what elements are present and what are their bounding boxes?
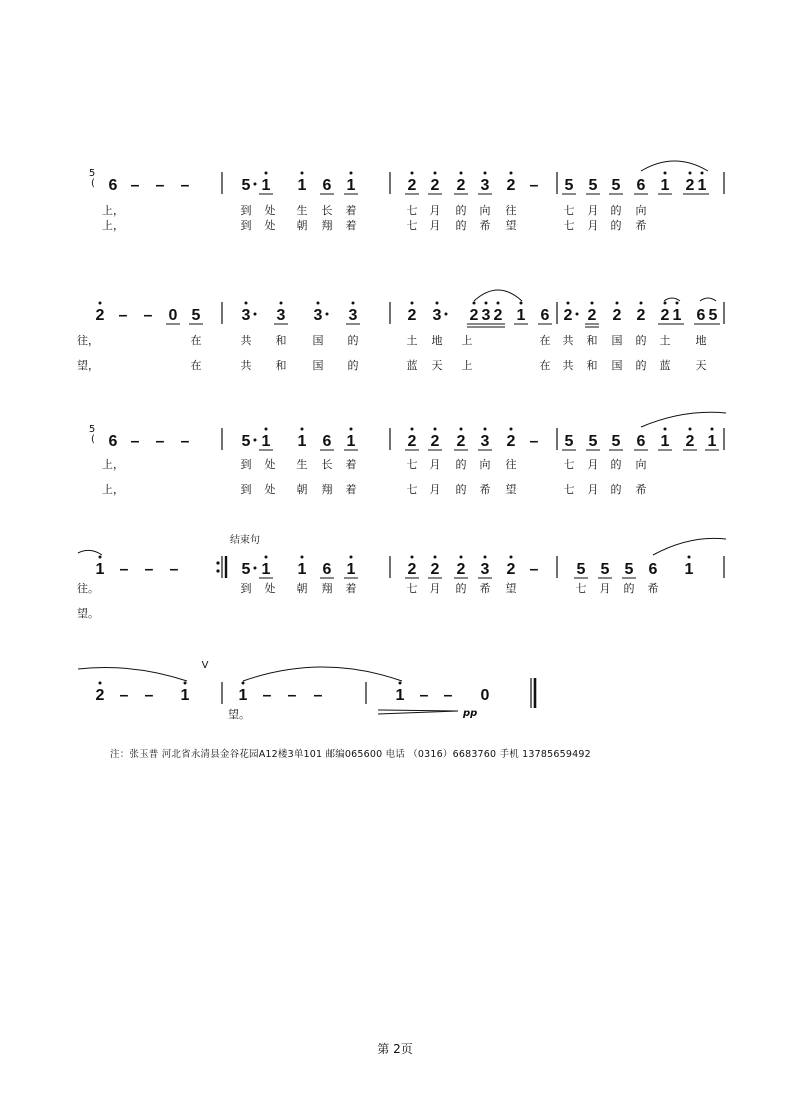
slur xyxy=(78,668,187,682)
note: 2 xyxy=(506,433,516,450)
note: 1 xyxy=(297,433,307,450)
dynamic-mark: pp xyxy=(463,708,478,719)
note: 2 xyxy=(469,307,479,324)
note: 6 xyxy=(540,307,550,324)
lyric-char: 希 xyxy=(635,483,647,496)
lyric-char: 月 xyxy=(587,483,599,496)
octave-dot xyxy=(701,172,704,175)
note: 2 xyxy=(95,307,105,324)
lyric-char: 国 xyxy=(312,359,324,372)
note: 5 xyxy=(564,177,574,194)
dash: – xyxy=(529,433,539,450)
lyric-char: 上， xyxy=(102,219,124,232)
note: 2 xyxy=(456,561,466,578)
lyric-char: 七 xyxy=(406,582,418,595)
dash: – xyxy=(144,561,154,578)
lyric-char: 地 xyxy=(695,334,707,347)
note: 2 xyxy=(407,307,417,324)
note: 2 xyxy=(430,561,440,578)
octave-dot xyxy=(567,302,570,305)
lyric-char: 翔 xyxy=(321,483,333,496)
octave-dot xyxy=(184,682,187,685)
duration-dot xyxy=(326,313,329,316)
note: 2 xyxy=(493,307,503,324)
lyric-char: 月 xyxy=(599,582,611,595)
dash: – xyxy=(143,307,153,324)
octave-dot xyxy=(301,556,304,559)
note: 2 xyxy=(685,433,695,450)
note: 1 xyxy=(261,433,271,450)
lyric-char: 蓝 xyxy=(659,359,671,372)
lyric-char: 和 xyxy=(275,334,287,347)
lyric-char: 月 xyxy=(429,458,441,471)
lyric-char: 的 xyxy=(610,483,622,496)
octave-dot xyxy=(265,556,268,559)
lyric-char: 朝 xyxy=(296,582,308,595)
lyric-char: 和 xyxy=(586,334,598,347)
octave-dot xyxy=(510,172,513,175)
duration-dot xyxy=(254,439,257,442)
note: 1 xyxy=(660,433,670,450)
dash: – xyxy=(180,177,190,194)
note: 1 xyxy=(707,433,717,450)
octave-dot xyxy=(485,302,488,305)
lyric-char: 七 xyxy=(406,483,418,496)
lyric-char: 上， xyxy=(102,483,124,496)
octave-dot xyxy=(510,428,513,431)
dash: – xyxy=(262,687,272,704)
note: 6 xyxy=(322,561,332,578)
note: 1 xyxy=(660,177,670,194)
octave-dot xyxy=(497,302,500,305)
octave-dot xyxy=(434,556,437,559)
lyric-char: 着 xyxy=(345,582,357,595)
lyric-char: 望 xyxy=(505,483,517,496)
lyric-char: 的 xyxy=(455,483,467,496)
note: 1 xyxy=(297,177,307,194)
note: 6 xyxy=(648,561,658,578)
octave-dot xyxy=(436,302,439,305)
octave-dot xyxy=(411,428,414,431)
dash: – xyxy=(529,177,539,194)
octave-dot xyxy=(411,172,414,175)
note: 1 xyxy=(346,433,356,450)
note: 6 xyxy=(636,433,646,450)
dash: – xyxy=(144,687,154,704)
lyric-char: 共 xyxy=(562,359,574,372)
note: 1 xyxy=(672,307,682,324)
note: 6 xyxy=(322,177,332,194)
octave-dot xyxy=(473,302,476,305)
note: 5 xyxy=(241,177,251,194)
octave-dot xyxy=(265,172,268,175)
lyric-char: 土 xyxy=(406,334,418,347)
octave-dot xyxy=(510,556,513,559)
octave-dot xyxy=(301,428,304,431)
lyric-char: 的 xyxy=(610,219,622,232)
note: 5 xyxy=(564,433,574,450)
lyric-char: 七 xyxy=(563,458,575,471)
octave-dot xyxy=(484,172,487,175)
note: 6 xyxy=(696,307,706,324)
note: 3 xyxy=(313,307,323,324)
lyric-char: 月 xyxy=(429,219,441,232)
lyric-char: 往。 xyxy=(77,582,99,595)
lyric-char: 生 xyxy=(296,458,308,471)
note: 2 xyxy=(456,433,466,450)
lyric-char: 在 xyxy=(539,359,551,372)
lyric-char: 上， xyxy=(102,458,124,471)
note: 1 xyxy=(346,561,356,578)
octave-dot xyxy=(664,302,667,305)
note: 3 xyxy=(241,307,251,324)
grace-mark: ( xyxy=(91,434,95,445)
octave-dot xyxy=(265,428,268,431)
repeat-dot xyxy=(216,569,219,572)
note: 2 xyxy=(430,433,440,450)
octave-dot xyxy=(317,302,320,305)
ending-label: 结束句 xyxy=(230,535,260,546)
lyric-char: 着 xyxy=(345,458,357,471)
dash: – xyxy=(119,561,129,578)
note: 1 xyxy=(261,177,271,194)
note: 3 xyxy=(481,307,491,324)
lyric-char: 七 xyxy=(406,204,418,217)
lyric-char: 的 xyxy=(347,334,359,347)
lyric-char: 长 xyxy=(321,204,333,217)
note: 1 xyxy=(346,177,356,194)
lyric-char: 月 xyxy=(587,204,599,217)
decrescendo-line xyxy=(378,710,458,711)
note: 5 xyxy=(241,433,251,450)
octave-dot xyxy=(520,302,523,305)
octave-dot xyxy=(301,172,304,175)
note: 5 xyxy=(624,561,634,578)
slur xyxy=(474,290,522,301)
octave-dot xyxy=(676,302,679,305)
decrescendo-line xyxy=(378,711,458,714)
note: 0 xyxy=(168,307,178,324)
lyric-char: 希 xyxy=(479,582,491,595)
lyric-char: 共 xyxy=(240,334,252,347)
lyric-char: 生 xyxy=(296,204,308,217)
note: 2 xyxy=(563,307,573,324)
note: 5 xyxy=(600,561,610,578)
slur xyxy=(641,412,726,427)
octave-dot xyxy=(434,172,437,175)
note: 2 xyxy=(685,177,695,194)
lyric-char: 朝 xyxy=(296,219,308,232)
lyric-char: 翔 xyxy=(321,582,333,595)
dash: – xyxy=(118,307,128,324)
note: 5 xyxy=(611,433,621,450)
note: 3 xyxy=(480,433,490,450)
note: 2 xyxy=(612,307,622,324)
note: 6 xyxy=(108,433,118,450)
lyric-char: 向 xyxy=(479,204,491,217)
octave-dot xyxy=(688,556,691,559)
dash: – xyxy=(130,177,140,194)
slur xyxy=(653,538,726,555)
lyric-char: 七 xyxy=(575,582,587,595)
note: 2 xyxy=(660,307,670,324)
octave-dot xyxy=(591,302,594,305)
dash: – xyxy=(313,687,323,704)
lyric-char: 国 xyxy=(312,334,324,347)
lyric-char: 处 xyxy=(264,483,276,496)
note: 5 xyxy=(588,433,598,450)
octave-dot xyxy=(245,302,248,305)
lyric-char: 着 xyxy=(345,483,357,496)
lyric-char: 七 xyxy=(563,219,575,232)
note: 5 xyxy=(576,561,586,578)
dash: – xyxy=(529,561,539,578)
dash: – xyxy=(180,433,190,450)
lyric-char: 国 xyxy=(611,334,623,347)
lyric-char: 上 xyxy=(461,334,473,347)
lyric-char: 月 xyxy=(587,458,599,471)
lyric-char: 处 xyxy=(264,458,276,471)
grace-note: 5 xyxy=(88,424,96,435)
lyric-char: 到 xyxy=(240,204,252,217)
note: 2 xyxy=(407,561,417,578)
lyric-char: 的 xyxy=(455,458,467,471)
octave-dot xyxy=(434,428,437,431)
note: 2 xyxy=(407,433,417,450)
lyric-char: 月 xyxy=(429,204,441,217)
lyric-char: 土 xyxy=(659,334,671,347)
note: 1 xyxy=(516,307,526,324)
octave-dot xyxy=(350,172,353,175)
grace-mark: ( xyxy=(91,178,95,189)
lyric-char: 到 xyxy=(240,458,252,471)
note: 1 xyxy=(238,687,248,704)
octave-dot xyxy=(664,172,667,175)
lyric-char: 希 xyxy=(479,483,491,496)
lyric-char: 希 xyxy=(635,219,647,232)
lyric-char: 向 xyxy=(635,204,647,217)
lyric-char: 到 xyxy=(240,582,252,595)
lyric-char: 七 xyxy=(563,483,575,496)
lyric-char: 处 xyxy=(264,204,276,217)
octave-dot xyxy=(99,556,102,559)
octave-dot xyxy=(280,302,283,305)
note: 2 xyxy=(407,177,417,194)
lyric-char: 七 xyxy=(406,219,418,232)
lyric-char: 处 xyxy=(264,219,276,232)
note: 2 xyxy=(506,177,516,194)
lyric-char: 和 xyxy=(586,359,598,372)
dash: – xyxy=(287,687,297,704)
lyric-char: 到 xyxy=(240,483,252,496)
lyric-char: 着 xyxy=(345,204,357,217)
octave-dot xyxy=(99,682,102,685)
note: 3 xyxy=(276,307,286,324)
slur xyxy=(641,161,708,171)
note: 5 xyxy=(611,177,621,194)
octave-dot xyxy=(640,302,643,305)
lyric-char: 上， xyxy=(102,204,124,217)
note: 2 xyxy=(430,177,440,194)
octave-dot xyxy=(350,556,353,559)
lyric-char: 朝 xyxy=(296,483,308,496)
note: 1 xyxy=(95,561,105,578)
lyric-char: 蓝 xyxy=(406,359,418,372)
octave-dot xyxy=(399,682,402,685)
lyric-char: 在 xyxy=(190,359,202,372)
octave-dot xyxy=(99,302,102,305)
breath-mark: V xyxy=(201,660,209,671)
lyric-char: 希 xyxy=(479,219,491,232)
footnote-contact: 注：张玉普 河北省永清县金谷花园A12楼3单101 邮编065600 电话 （0316）6683760 手机 13785659492 xyxy=(110,749,591,760)
note: 1 xyxy=(261,561,271,578)
lyric-char: 共 xyxy=(562,334,574,347)
lyric-char: 到 xyxy=(240,219,252,232)
lyric-char: 的 xyxy=(635,334,647,347)
dash: – xyxy=(443,687,453,704)
note: 6 xyxy=(322,433,332,450)
octave-dot xyxy=(484,556,487,559)
lyric-char: 地 xyxy=(431,334,443,347)
octave-dot xyxy=(411,302,414,305)
lyric-char: 在 xyxy=(190,334,202,347)
lyric-char: 七 xyxy=(406,458,418,471)
lyric-char: 的 xyxy=(455,204,467,217)
note: 2 xyxy=(587,307,597,324)
octave-dot xyxy=(352,302,355,305)
lyric-char: 望 xyxy=(505,219,517,232)
octave-dot xyxy=(460,428,463,431)
note: 1 xyxy=(395,687,405,704)
duration-dot xyxy=(576,313,579,316)
lyric-char: 往 xyxy=(505,458,517,471)
octave-dot xyxy=(664,428,667,431)
note: 0 xyxy=(480,687,490,704)
lyric-char: 的 xyxy=(347,359,359,372)
lyric-char: 的 xyxy=(623,582,635,595)
octave-dot xyxy=(689,428,692,431)
lyric-char: 着 xyxy=(345,219,357,232)
dash: – xyxy=(130,433,140,450)
slur xyxy=(664,298,680,301)
grace-note: 5 xyxy=(88,168,96,179)
lyric-char: 共 xyxy=(240,359,252,372)
octave-dot xyxy=(484,428,487,431)
lyric-char: 往， xyxy=(77,334,99,347)
page-number: 第 2页 xyxy=(377,1042,413,1056)
dash: – xyxy=(169,561,179,578)
lyric-char: 的 xyxy=(455,219,467,232)
octave-dot xyxy=(350,428,353,431)
lyric-char: 望 xyxy=(505,582,517,595)
lyric-char: 的 xyxy=(635,359,647,372)
lyric-char: 向 xyxy=(479,458,491,471)
note: 2 xyxy=(506,561,516,578)
note: 1 xyxy=(684,561,694,578)
octave-dot xyxy=(242,682,245,685)
note: 5 xyxy=(241,561,251,578)
lyric-char: 望， xyxy=(77,359,99,372)
lyric-char: 希 xyxy=(647,582,659,595)
duration-dot xyxy=(254,313,257,316)
duration-dot xyxy=(445,313,448,316)
dash: – xyxy=(119,687,129,704)
note: 3 xyxy=(480,177,490,194)
slur xyxy=(700,298,716,301)
octave-dot xyxy=(460,172,463,175)
slur xyxy=(78,550,102,555)
dash: – xyxy=(155,433,165,450)
lyric-char: 七 xyxy=(563,204,575,217)
duration-dot xyxy=(254,567,257,570)
note: 3 xyxy=(480,561,490,578)
lyric-char: 向 xyxy=(635,458,647,471)
lyric-char: 国 xyxy=(611,359,623,372)
note: 2 xyxy=(636,307,646,324)
lyric-char: 长 xyxy=(321,458,333,471)
lyric-char: 的 xyxy=(610,458,622,471)
note: 3 xyxy=(348,307,358,324)
lyric-char: 望。 xyxy=(228,708,250,721)
note: 1 xyxy=(180,687,190,704)
note: 1 xyxy=(297,561,307,578)
lyric-char: 和 xyxy=(275,359,287,372)
lyric-char: 望。 xyxy=(77,607,99,620)
octave-dot xyxy=(689,172,692,175)
lyric-char: 翔 xyxy=(321,219,333,232)
note: 2 xyxy=(95,687,105,704)
octave-dot xyxy=(411,556,414,559)
lyric-char: 上 xyxy=(461,359,473,372)
lyric-char: 月 xyxy=(429,582,441,595)
note: 5 xyxy=(191,307,201,324)
duration-dot xyxy=(254,183,257,186)
lyric-char: 月 xyxy=(429,483,441,496)
lyric-char: 月 xyxy=(587,219,599,232)
note: 1 xyxy=(697,177,707,194)
note: 6 xyxy=(636,177,646,194)
note: 2 xyxy=(456,177,466,194)
lyric-char: 天 xyxy=(431,359,443,372)
slur xyxy=(243,667,402,681)
lyric-char: 的 xyxy=(455,582,467,595)
lyric-char: 的 xyxy=(610,204,622,217)
note: 5 xyxy=(708,307,718,324)
note: 5 xyxy=(588,177,598,194)
octave-dot xyxy=(711,428,714,431)
dash: – xyxy=(419,687,429,704)
octave-dot xyxy=(616,302,619,305)
lyric-char: 往 xyxy=(505,204,517,217)
lyric-char: 处 xyxy=(264,582,276,595)
lyric-char: 天 xyxy=(695,359,707,372)
octave-dot xyxy=(460,556,463,559)
repeat-dot xyxy=(216,561,219,564)
note: 3 xyxy=(432,307,442,324)
lyric-char: 在 xyxy=(539,334,551,347)
dash: – xyxy=(155,177,165,194)
note: 6 xyxy=(108,177,118,194)
